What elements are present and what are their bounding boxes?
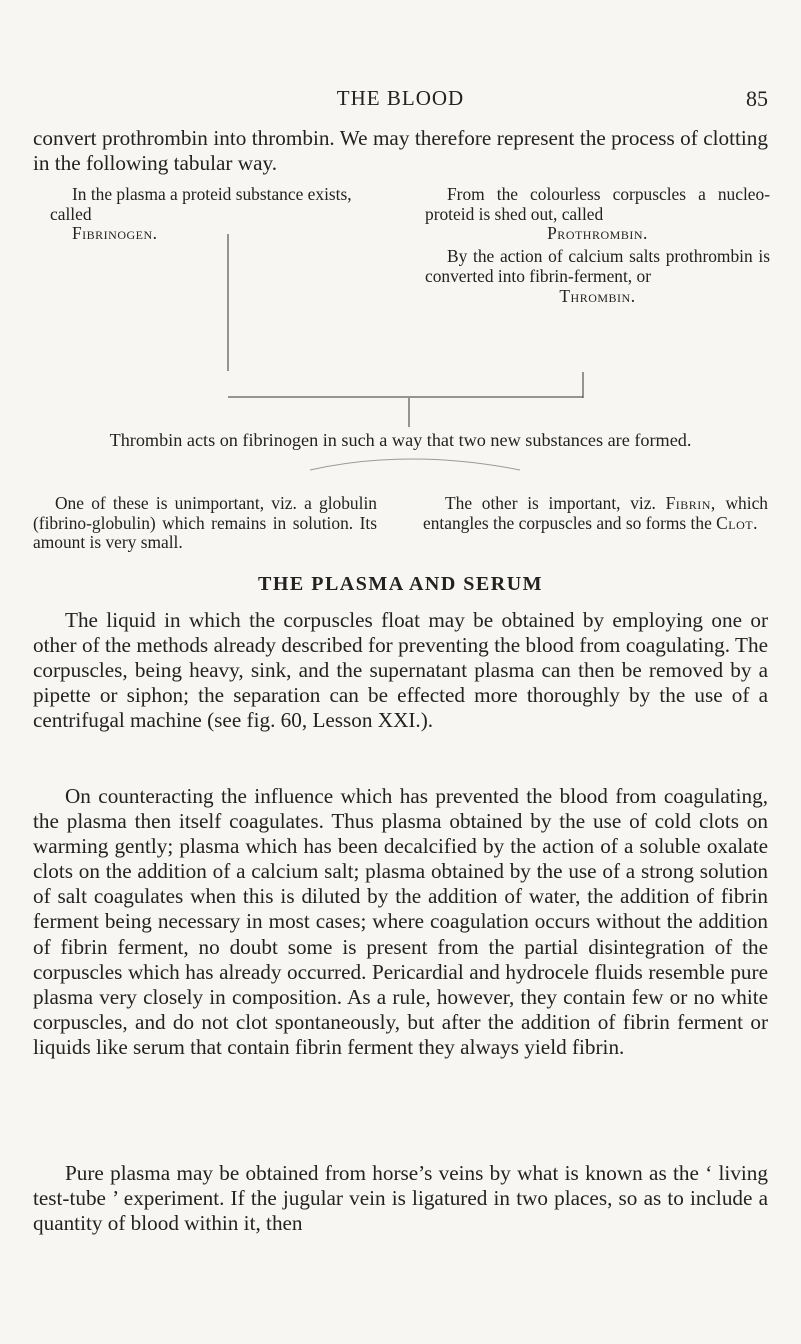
bottom-left-body: One of these is unimportant, viz. a globulin (fibrino-globulin) which remains in solution. Its amount is very small. <box>33 493 377 553</box>
right-text-2: By the action of calcium salts prothrombin is converted into fibrin-ferment, or <box>425 246 770 286</box>
left-term-fibrinogen: Fibrinogen. <box>72 223 158 244</box>
result-text: Thrombin acts on fibrinogen in such a way that two new substances are formed. <box>109 430 692 450</box>
bottom-left-text <box>33 494 377 553</box>
right-text-1: From the colourless corpuscles a nucleo-proteid is shed out, called <box>425 184 770 224</box>
paragraph-1: The liquid in which the corpuscles float may be obtained by employing one or other of the methods already described for preventing the blood from coagulating. The corpuscles, being heavy, sink, and the supernatant plasma can then be removed by a pipette or siphon; the separation can be effected more thoroughly by the use of a centrifugal machine (see fig. 60, Lesson XXI.). <box>33 608 768 733</box>
page-number: 85 <box>746 86 768 111</box>
left-text: In the plasma a proteid substance exists, called <box>50 184 352 224</box>
term-clot: Clot. <box>716 512 758 533</box>
bottom-right-mid: which entangles the corpuscles and so forms the <box>423 493 768 533</box>
right-term-thrombin: Thrombin. <box>559 285 636 306</box>
bottom-right-text <box>423 494 768 533</box>
paragraph-2: On counteracting the influence which has prevented the blood from coagulating, the plasma then itself coagulates. Thus plasma obtained by the use of cold clots on warming gently; plasma which has been decalcified by the action of a soluble oxalate clots on the addition of a calcium salt; plasma obtained by the use of a strong solution of salt coagulates when this is diluted by the addition of water, the addition of fibrin ferment being necessary in most cases; where coagulation occurs without the addition of fibrin ferment, no doubt some is present from the partial disintegration of the corpuscles which has already occurred. Pericardial and hydrocele fluids resemble pure plasma very closely in composition. As a rule, however, they contain few or no white corpuscles, and do not clot spontaneously, but after the addition of fibrin ferment or liquids like serum that contain fibrin ferment they always yield fibrin. <box>33 784 768 1059</box>
right-term-prothrombin: Prothrombin. <box>547 223 648 244</box>
intro-paragraph: convert prothrombin into thrombin. We may therefore represent the process of clotting in the following tabular way. <box>33 126 768 176</box>
split-curve <box>310 459 520 470</box>
paragraph-3: Pure plasma may be obtained from horse’s veins by what is known as the ‘ living test-tube ’ experiment. If the jugular vein is ligatured in two places, so as to include a quantity of blood within it, then <box>33 1161 768 1236</box>
bottom-right-prefix: The other is important, viz. <box>445 493 656 513</box>
running-head: THE BLOOD <box>336 86 465 110</box>
section-heading: THE PLASMA AND SERUM <box>257 573 544 595</box>
term-fibrin: Fibrin, <box>665 493 716 513</box>
